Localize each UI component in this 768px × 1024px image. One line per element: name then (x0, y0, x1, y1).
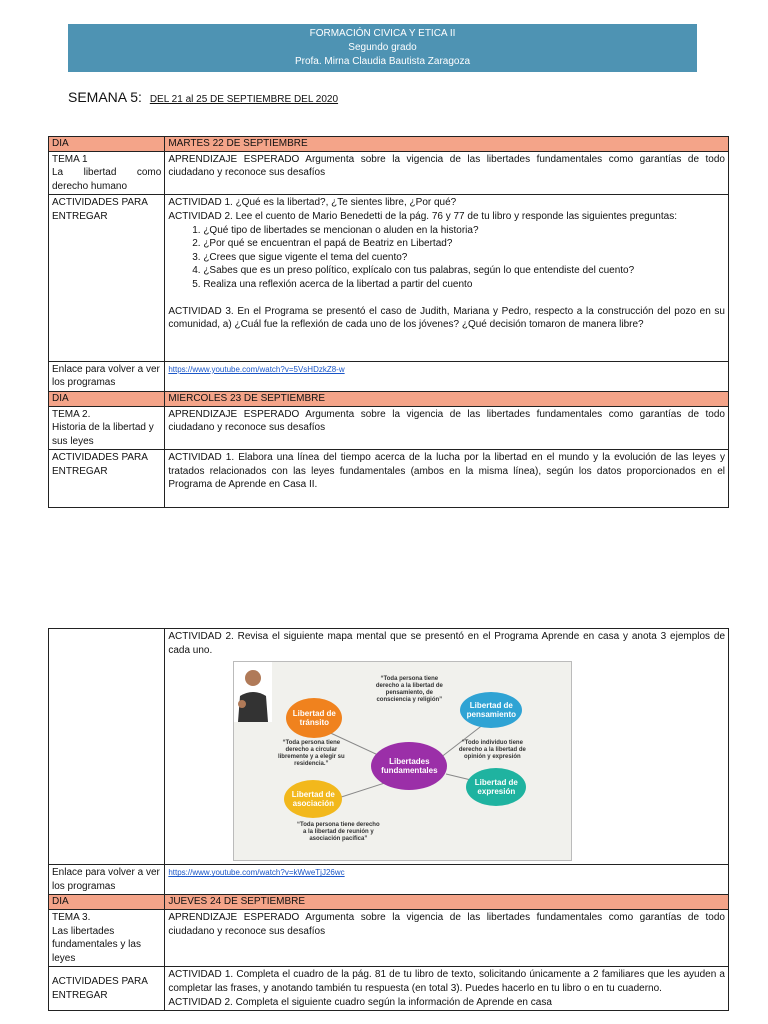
activities-cell (165, 450, 729, 508)
activities-cell (165, 195, 729, 361)
aprendizaje-esperado: APRENDIZAJE ESPERADO Argumenta sobre la vigencia de las libertades fundamentales como garantías de todo ciudadano y reconoce sus desafíos (165, 151, 729, 195)
tema-cell (49, 151, 165, 195)
schedule-table-1 (48, 136, 729, 508)
dia-label: DIA (49, 895, 165, 910)
tema-row (49, 909, 729, 966)
sign-language-interpreter-icon (234, 662, 272, 722)
mindmap-expresion: Libertad de expresión (466, 768, 526, 806)
activity-2: ACTIVIDAD 2. Revisa el siguiente mapa mental que se presentó en el Programa Aprende en casa y anota 3 ejemplos de cada uno. (168, 631, 725, 656)
question-item: 1. ¿Qué tipo de libertades se mencionan o aluden en la historia? (203, 224, 725, 238)
caption-transito: “Toda persona tiene derecho a circular libremente y a elegir su residencia.” (277, 740, 345, 768)
tema-number: TEMA 2. (52, 408, 91, 420)
day-title: MARTES 22 DE SEPTIEMBRE (165, 137, 729, 152)
tema-cell (49, 406, 165, 450)
activity-2: ACTIVIDAD 2. Completa el siguiente cuadro según la información de Aprende en casa (168, 996, 552, 1008)
activities-label: ACTIVIDADES PARA ENTREGAR (49, 450, 165, 508)
tema-title: Historia de la libertad y sus leyes (52, 422, 154, 447)
header-teacher: Profa. Mirna Claudia Bautista Zaragoza (294, 56, 471, 67)
question-item: 2. ¿Por qué se encuentran el papá de Beatriz en Libertad? (203, 237, 725, 251)
document-header (68, 24, 697, 72)
activities-label: ACTIVIDADES PARA ENTREGAR (49, 195, 165, 361)
week-label: SEMANA 5: (68, 89, 142, 105)
day-row (49, 391, 729, 406)
header-grade: Segundo grado (348, 42, 417, 53)
link-row (49, 361, 729, 391)
schedule-table-2 (48, 628, 729, 1011)
caption-pensamiento: “Toda persona tiene derecho a la libertad de pensamiento, de consciencia y religión” (375, 676, 443, 704)
tema-cell (49, 909, 165, 966)
link-label: Enlace para volver a ver los programas (49, 361, 165, 391)
day-row (49, 895, 729, 910)
mindmap-cell (165, 629, 729, 865)
week-dates: DEL 21 al 25 DE SEPTIEMBRE DEL 2020 (149, 94, 339, 105)
activity-2: ACTIVIDAD 2. Lee el cuento de Mario Benedetti de la pág. 76 y 77 de tu libro y responde las siguientes preguntas: (168, 210, 677, 222)
tema-title: La libertad como derecho humano (52, 167, 162, 192)
mindmap-transito: Libertad de tránsito (286, 698, 342, 738)
question-item: 5. Realiza una reflexión acerca de la libertad a partir del cuento (203, 278, 725, 292)
tema-number: TEMA 1 (52, 153, 88, 165)
question-item: 4. ¿Sabes que es un preso político, explícalo con tus palabras, según lo que entendiste del cuento? (203, 264, 725, 278)
caption-expresion: “Todo individuo tiene derecho a la libertad de opinión y expresión (458, 740, 526, 761)
mindmap-center: Libertades fundamentales (371, 742, 447, 790)
tema-row (49, 406, 729, 450)
link-row (49, 865, 729, 895)
day-title: MIERCOLES 23 DE SEPTIEMBRE (165, 391, 729, 406)
tema-title: Las libertades fundamentales y las leyes (52, 925, 141, 964)
youtube-link[interactable]: https://www.youtube.com/watch?v=5VsHDzkZ8-w (168, 364, 345, 374)
dia-label: DIA (49, 137, 165, 152)
tema-row (49, 151, 729, 195)
activity-1: ACTIVIDAD 1. ¿Qué es la libertad?, ¿Te sientes libre, ¿Por qué? (168, 197, 457, 209)
dia-label: DIA (49, 391, 165, 406)
aprendizaje-esperado: APRENDIZAJE ESPERADO Argumenta sobre la vigencia de las libertades fundamentales como garantías de todo ciudadano y reconoce sus desafíos (165, 406, 729, 450)
tema-number: TEMA 3. (52, 911, 91, 923)
activity-1: ACTIVIDAD 1. Elabora una línea del tiempo acerca de la lucha por la libertad en el mundo y la evolución de las leyes y tratados relacionados con las leyes fundamentales (ambos en la misma línea), según los datos proporcionados en el Programa de Aprende en Casa II. (168, 452, 725, 491)
mindmap-row (49, 629, 729, 865)
activities-row (49, 195, 729, 361)
day-title: JUEVES 24 DE SEPTIEMBRE (165, 895, 729, 910)
week-heading (68, 89, 338, 105)
mindmap-asociacion: Libertad de asociación (284, 780, 342, 818)
aprendizaje-esperado: APRENDIZAJE ESPERADO Argumenta sobre la vigencia de las libertades fundamentales como garantías de todo ciudadano y reconoce sus desafíos (165, 909, 729, 966)
activity-1: ACTIVIDAD 1. Completa el cuadro de la pág. 81 de tu libro de texto, solicitando únicamente a 2 familiares que les ayuden a completar las frases, y anotando también tu respuesta (en total 3). Puedes hacerlo en tu libro o en tu cuaderno. (168, 969, 725, 994)
activities-row (49, 450, 729, 508)
youtube-link[interactable]: https://www.youtube.com/watch?v=kWweTjJ26wc (168, 868, 345, 878)
header-subject: FORMACIÓN CIVICA Y ETICA II (309, 28, 456, 39)
caption-asociacion: “Toda persona tiene derecho a la libertad de reunión y asociación pacífica” (297, 822, 380, 843)
link-label: Enlace para volver a ver los programas (49, 865, 165, 895)
day-row (49, 137, 729, 152)
question-list (168, 224, 725, 292)
activities-cell (165, 967, 729, 1011)
mind-map-image (233, 661, 572, 861)
activities-row (49, 967, 729, 1011)
mindmap-pensamiento: Libertad de pensamiento (460, 692, 522, 728)
activities-label: ACTIVIDADES PARA ENTREGAR (49, 967, 165, 1011)
activity-3: ACTIVIDAD 3. En el Programa se presentó el caso de Judith, Mariana y Pedro, respecto a la construcción del pozo en su comunidad, a) ¿Cuál fue la reflexión de cada uno de los jóvenes? ¿Qué decisión tomaron de manera libre? (168, 305, 725, 331)
question-item: 3. ¿Crees que sigue vigente el tema del cuento? (203, 251, 725, 265)
